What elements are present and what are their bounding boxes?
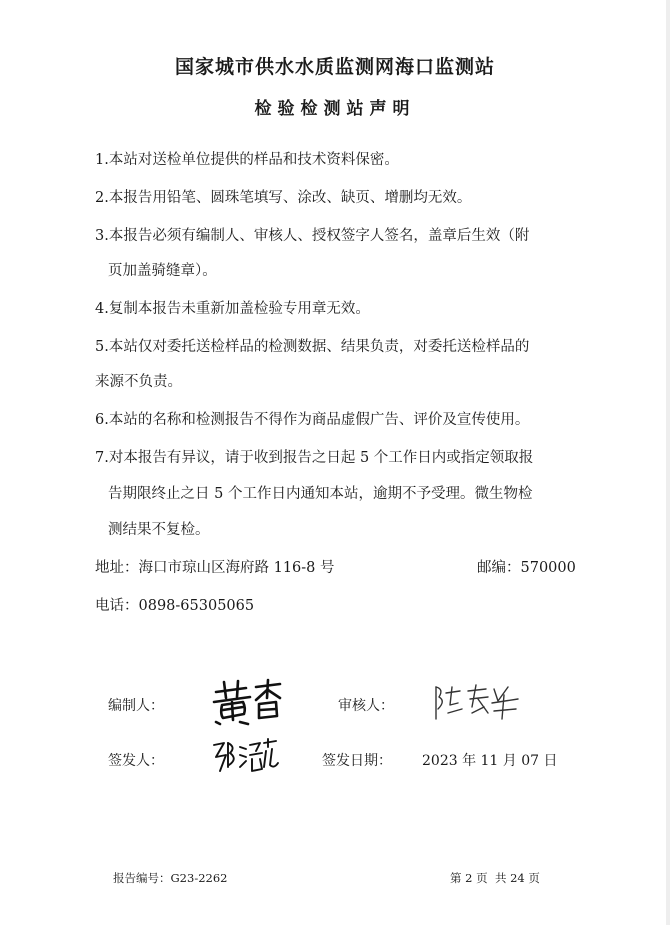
- statement-7-line-3: 测结果不复检。: [108, 522, 210, 538]
- issuer-label: 签发人：: [108, 753, 164, 769]
- phone-value: 0898-65305065: [138, 598, 255, 614]
- statement-7-line-1: 7.对本报告有异议，请于收到报告之日起 5 个工作日内或指定领取报: [95, 450, 534, 466]
- address-row: [95, 558, 335, 578]
- statement-1-line-1: 1.本站对送检单位提供的样品和技术资料保密。: [95, 152, 399, 168]
- address-label: 地址：: [95, 560, 139, 576]
- reviewer-label: 审核人：: [338, 698, 394, 714]
- postcode-row: [477, 558, 576, 578]
- scan-edge: [666, 0, 670, 925]
- report-number-label: 报告编号：: [113, 871, 171, 885]
- statement-7-line-2: 告期限终止之日 5 个工作日内通知本站，逾期不予受理。微生物检: [108, 486, 533, 502]
- issuer-signature: [210, 737, 280, 777]
- address-value: 海口市琼山区海府路 116-8 号: [138, 560, 335, 576]
- statement-5-line-2: 来源不负责。: [95, 374, 182, 390]
- statement-6-line-1: 6.本站的名称和检测报告不得作为商品虚假广告、评价及宣传使用。: [95, 412, 530, 428]
- page-subtitle: 检验检测站声明: [254, 99, 416, 119]
- issue-date-value: 2023 年 11 月 07 日: [422, 753, 558, 769]
- statement-3-line-2: 页加盖骑缝章）。: [108, 263, 217, 279]
- phone-label: 电话：: [95, 598, 139, 614]
- phone-row: [95, 596, 254, 616]
- report-number: [113, 870, 227, 886]
- page-indicator: 第 2 页 共 24 页: [450, 871, 540, 885]
- report-number-value: G23-2262: [170, 871, 228, 885]
- page-title: 国家城市供水水质监测网海口监测站: [174, 56, 495, 78]
- statement-2-line-1: 2.本报告用铅笔、圆珠笔填写、涂改、缺页、增删均无效。: [95, 190, 472, 206]
- postcode-label: 邮编：: [477, 560, 521, 576]
- reviewer-signature: [432, 683, 522, 723]
- postcode-value: 570000: [520, 560, 576, 576]
- compiler-signature: [210, 678, 286, 726]
- compiler-label: 编制人：: [108, 698, 164, 714]
- issue-date-label: 签发日期：: [322, 753, 392, 769]
- statement-5-line-1: 5.本站仅对委托送检样品的检测数据、结果负责，对委托送检样品的: [95, 339, 530, 355]
- statement-4-line-1: 4.复制本报告未重新加盖检验专用章无效。: [95, 301, 370, 317]
- statement-3-line-1: 3.本报告必须有编制人、审核人、授权签字人签名，盖章后生效（附: [95, 228, 530, 244]
